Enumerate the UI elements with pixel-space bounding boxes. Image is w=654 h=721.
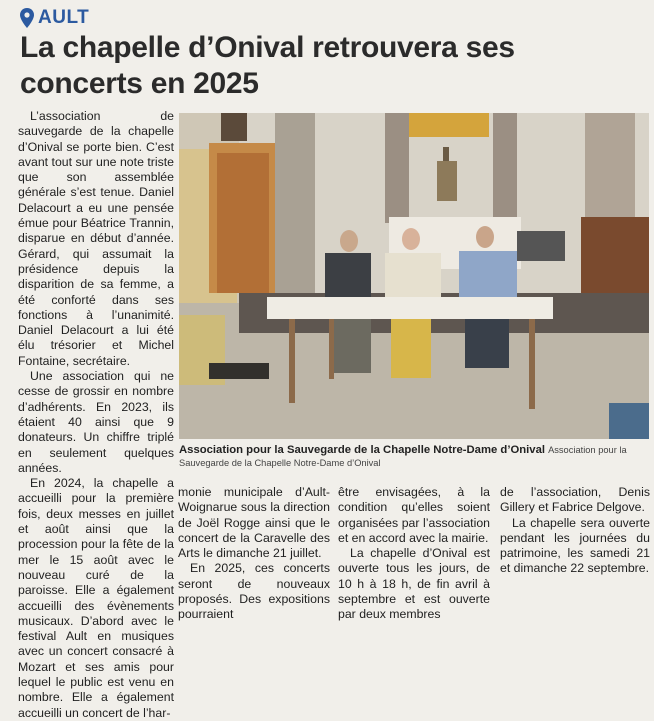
paragraph-continuation: de l’association, Denis Gillery et Fabrice Delgove. xyxy=(500,485,650,515)
paragraph: L’association de sauvegarde de la chapelle d’Onival se porte bien. C’est avant tout sur une note triste que son assemblée générale s’est tenue. Daniel Delacourt a eu une pensée émue pour Béatrice Trannin, disparue en début d’année. Gérard, qui assumait la présidence depuis la disparition de sa femme, a été conforté dans ses fonctions à l’unanimité. Daniel Delacourt a lui été élu trésorier et Michel Fontaine, secrétaire. xyxy=(18,109,174,368)
text-column-1 xyxy=(18,109,174,721)
text-column-4 xyxy=(500,485,650,577)
paragraph: En 2025, ces concerts seront de nouveaux proposés. Des expositions pourraient xyxy=(178,561,330,622)
chapel-meeting-photo xyxy=(179,113,649,439)
paragraph-continuation: être envisagées, à la condition qu’elles soient organisées par l’association et en accord avec la mairie. xyxy=(338,485,490,545)
kicker-town: AULT xyxy=(38,7,90,28)
photo-caption xyxy=(179,444,651,470)
caption-credit: Association pour la Sauvegarde de la Chapelle Notre-Dame d’Onival xyxy=(179,445,627,468)
location-pin-icon xyxy=(20,8,34,28)
article-photo xyxy=(179,113,649,439)
paragraph-continuation: monie municipale d’Ault-Woignarue sous la direction de Joël Rogge ainsi que le concert de la Caravelle des Arts le dimanche 21 juillet. xyxy=(178,485,330,561)
paragraph: Une association qui ne cesse de grossir en nombre d’adhérents. En 2023, ils étaient 40 ainsi que 9 donateurs. Un chiffre triplé en seulement quelques années. xyxy=(18,369,174,475)
section-kicker xyxy=(20,6,89,30)
article-headline: La chapelle d’Onival retrouvera ses concerts en 2025 xyxy=(20,31,515,100)
paragraph: La chapelle d’Onival est ouverte tous les jours, de 10 h à 18 h, de fin avril à septembre et est ouverte par deux membres xyxy=(338,546,490,622)
paragraph: La chapelle sera ouverte pendant les journées du patrimoine, les samedi 21 et dimanche 22 septembre. xyxy=(500,515,650,576)
paragraph: En 2024, la chapelle a accueilli pour la première fois, deux messes en juillet et août ainsi que la procession pour la fête de la mer le 15 août avec le nouveau curé de la paroisse. Elle a également accueilli des évènements musicaux. D’abord avec le festival Ault en musiques avec un concert consacré à Mozart et ses amis pour lequel le public est venu en nombre. Elle a également accueilli un concert de l’har- xyxy=(18,476,174,720)
text-column-3 xyxy=(338,485,490,623)
text-column-2 xyxy=(178,485,330,623)
caption-title: Association pour la Sauvegarde de la Chapelle Notre-Dame d’Onival xyxy=(179,444,545,456)
